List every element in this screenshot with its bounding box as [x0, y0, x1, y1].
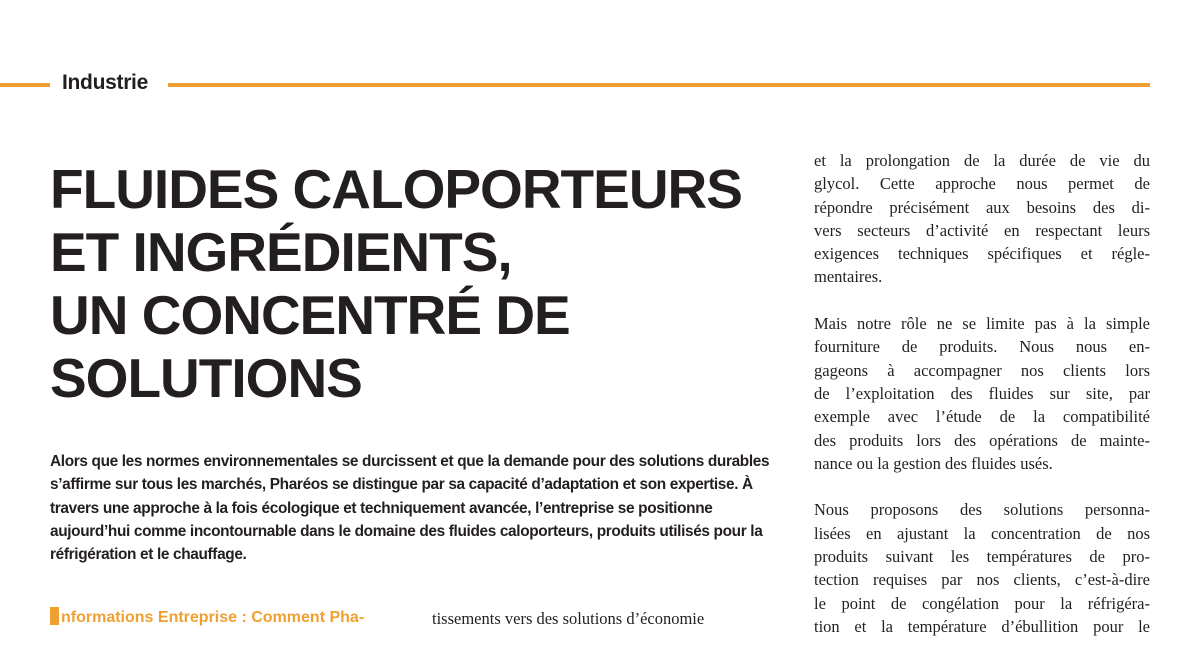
text-line: le point de congélation pour la réfrigéra- [814, 593, 1150, 613]
body-paragraph [814, 312, 1150, 475]
text-line: de l’exploitation des fluides sur site, par [814, 383, 1150, 403]
section-rule-right [168, 83, 1150, 87]
text-line: exemple avec l’étude de la compatibilité [814, 407, 1150, 427]
headline-line: FLUIDES CALOPORTEURS [50, 158, 742, 220]
text-line: répondre précisément aux besoins des di- [814, 197, 1150, 217]
headline-line: ET INGRÉDIENTS, [50, 221, 512, 283]
info-box-title [50, 607, 364, 627]
text-line: mentaires. [814, 267, 883, 287]
text-line: produits suivant les températures de pro- [814, 547, 1150, 567]
text-line: tion et la température d’ébullition pour le [814, 616, 1150, 636]
headline-line: UN CONCENTRÉ DE [50, 284, 570, 346]
text-line: nance ou la gestion des fluides usés. [814, 453, 1053, 473]
text-line: fourniture de produits. Nous nous en- [814, 337, 1150, 357]
article-headline [50, 158, 770, 410]
right-column [814, 149, 1150, 662]
section-rule-left [0, 83, 50, 87]
text-line: glycol. Cette approche nous permet de [814, 174, 1150, 194]
text-line: exigences techniques spécifiques et régle- [814, 244, 1150, 264]
section-label: Industrie [62, 71, 148, 94]
info-box-title-text: nformations Entreprise : Comment Pha- [61, 609, 365, 626]
headline-line: SOLUTIONS [50, 347, 362, 409]
article-intro: Alors que les normes environnementales se durcissent et que la demande pour des solutions durables s’affirme sur tous les marchés, Pharéos se distingue par sa capacité d’adaptation et son expertise. À travers une approche à la fois écologique et techniquement avancée, l’entreprise se positionne aujourd’hui comme incontournable dans le domaine des fluides caloporteurs, produits utilisés pour la réfrigération et le chauffage. [50, 453, 770, 564]
text-line: Mais notre rôle ne se limite pas à la simple [814, 314, 1150, 334]
text-line: tection requises par nos clients, c’est-à-dire [814, 570, 1150, 590]
text-line: Nous proposons des solutions personna- [814, 500, 1150, 520]
text-line: des produits lors des opérations de mainte- [814, 430, 1150, 450]
body-paragraph [814, 498, 1150, 638]
info-box-marker [50, 607, 59, 625]
body-paragraph [814, 149, 1150, 289]
column-2-text: tissements vers des solutions d’économie [432, 609, 705, 628]
text-line: vers secteurs d’activité en respectant leurs [814, 220, 1150, 240]
text-line: gageons à accompagner nos clients lors [814, 360, 1150, 380]
text-line: et la prolongation de la durée de vie du [814, 151, 1150, 170]
text-line: lisées en ajustant la concentration de nos [814, 523, 1150, 543]
